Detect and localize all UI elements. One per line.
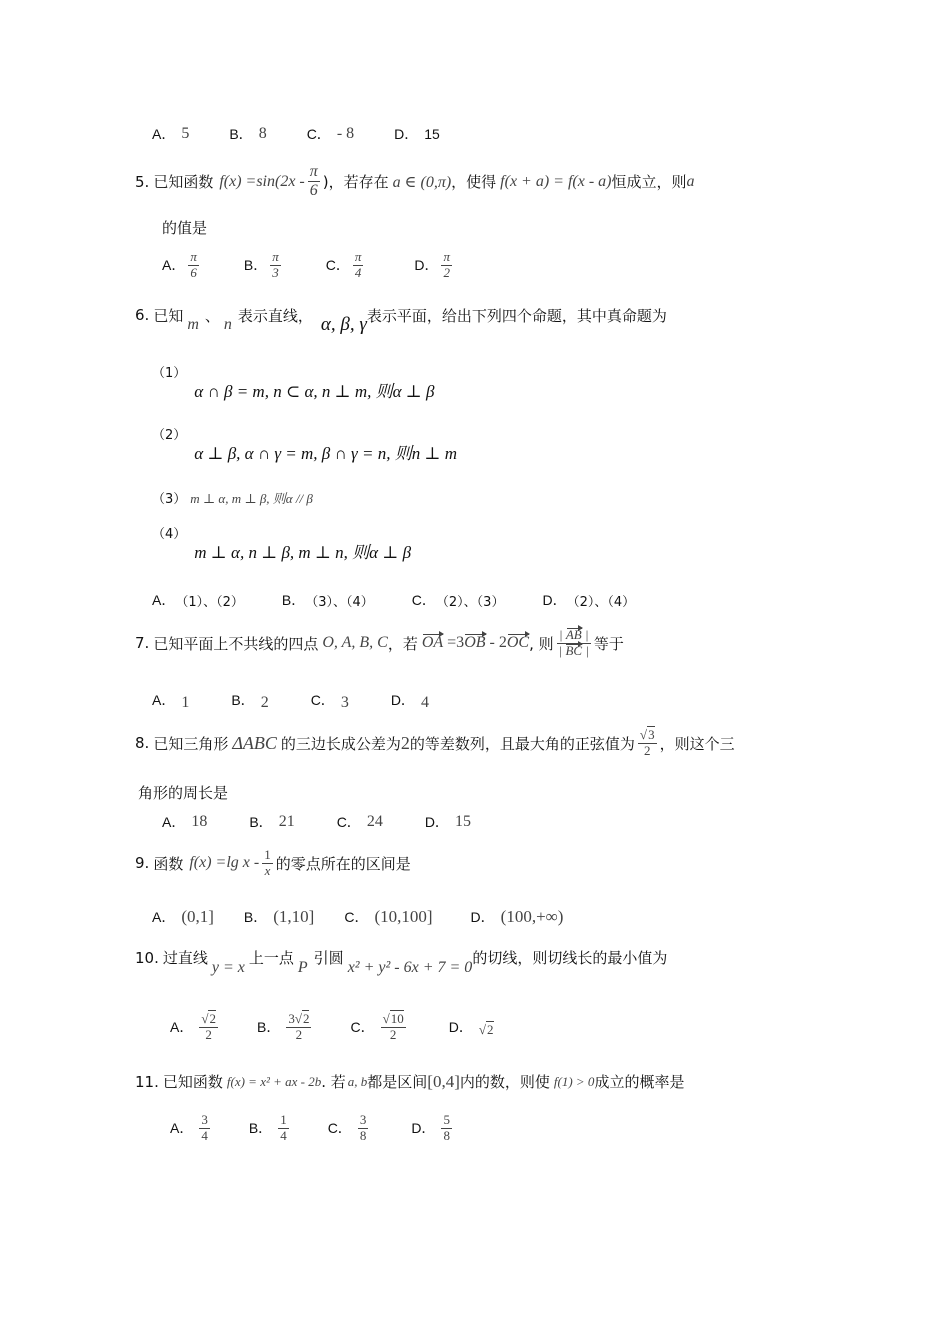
q8-options (162, 812, 471, 832)
q8-text-2: 的三边长成公差为 (280, 734, 401, 753)
q7-points: O, A, B, C (322, 634, 388, 652)
q4-option-d-value: 15 (424, 126, 440, 142)
q6-option-a[interactable]: A． （1）、（2） (152, 592, 244, 610)
q8-text-3: 的等差数列，且最大角的正弦值为 (409, 734, 635, 753)
q11-option-a[interactable]: A． $\frac{3}{4}$ (170, 1112, 208, 1143)
q7-text-4: 等于 (593, 634, 624, 653)
q8-diff: 2 (400, 732, 410, 753)
q10-option-a[interactable]: A． $\frac{√2}{2}$ (170, 1011, 216, 1042)
q7-vector-oc: OC (506, 634, 530, 652)
q10-point: P (297, 958, 308, 976)
q5-text-2: )，若存在 (322, 173, 389, 192)
q7-text-1: 已知平面上不共线的四点 (153, 634, 319, 653)
q9-option-b[interactable]: B． (1,10] (243, 907, 315, 926)
q11-text-1: 已知函数 (162, 1073, 223, 1091)
q11-text-2: . 若 (321, 1073, 346, 1091)
q7-minus: - 2 (489, 634, 507, 652)
q8-option-d[interactable]: D． 15 (424, 813, 471, 830)
q5-option-a[interactable]: A． $\frac{\pi}{6}$ (162, 249, 197, 280)
q7-number: 7. (135, 634, 150, 653)
q10-text-4: 的切线，则切线长的最小值为 (472, 949, 668, 967)
q6-text-2: 表示直线， (237, 306, 313, 325)
q5-text-3: ，使得 (451, 173, 497, 192)
q10-option-c[interactable]: C． $\frac{√10}{2}$ (350, 1011, 404, 1042)
q8-sine-value: $\frac{√3}{2}$ (639, 727, 655, 758)
q8-option-b[interactable]: B． 21 (249, 813, 295, 830)
q4-option-a-label: A． (152, 126, 176, 142)
q8-text-1: 已知三角形 (153, 734, 229, 753)
q6-item-3: （3） m ⊥ α, m ⊥ β, 则α // β (152, 491, 313, 507)
q7-option-b[interactable]: B． 2 (231, 692, 269, 711)
q7-option-c[interactable]: C． 3 (310, 692, 349, 711)
q11-stem (135, 1071, 684, 1092)
q10-line: y = x (211, 958, 245, 976)
q5-equation: f(x + a) = f(x - a) (500, 172, 612, 190)
q6-stem (135, 304, 667, 335)
q9-text-1: 函数 (153, 854, 184, 873)
q6-item-2: （2） α ⊥ β, α ∩ γ = m, β ∩ γ = n, 则n ⊥ m (152, 428, 457, 463)
q5-fraction: $\frac{\pi}{6}$ (309, 163, 318, 200)
q5-number: 5. (135, 172, 150, 191)
q6-item-1: （1） α ∩ β = m, n ⊂ α, n ⊥ m, 则α ⊥ β (152, 366, 435, 401)
q6-text-3: 表示平面，给出下列四个命题，其中真命题为 (366, 306, 667, 325)
q8-triangle: ΔABC (232, 732, 277, 753)
q4-option-b-label: B． (229, 126, 253, 142)
q11-text-5: 成立的概率是 (594, 1073, 685, 1091)
q5-function: f(x) =sin(2x - (219, 172, 305, 190)
q5-var-a: a (686, 172, 695, 190)
q8-number: 8. (135, 734, 150, 753)
q4-option-a-value: 5 (181, 125, 190, 142)
q10-stem (135, 947, 668, 976)
q8-option-c[interactable]: C． 24 (336, 813, 383, 830)
q6-item-4: （4） m ⊥ α, n ⊥ β, m ⊥ n, 则α ⊥ β (152, 527, 412, 562)
q6-option-d[interactable]: D． （2）、（4） (542, 592, 636, 610)
q5-option-d[interactable]: D． $\frac{\pi}{2}$ (414, 249, 450, 280)
q4-options (152, 124, 440, 144)
q7-stem (135, 628, 624, 659)
q10-option-b[interactable]: B． $\frac{3√2}{2}$ (256, 1011, 310, 1042)
q10-text-2: 上一点 (248, 949, 294, 967)
q4-option-b-value: 8 (258, 125, 267, 142)
q7-text-3: , 则 (529, 634, 554, 653)
q5-options (162, 250, 455, 281)
q5-condition: a ∈ (0,π) (392, 173, 452, 191)
q6-separator: 、 (204, 306, 220, 325)
q11-number: 11. (135, 1072, 159, 1091)
q9-option-a[interactable]: A． (0,1] (152, 907, 214, 926)
q6-var-m: m (187, 316, 199, 333)
q5-line-2: 的值是 (162, 219, 208, 237)
q9-fraction: $\frac{1}{x}$ (264, 847, 271, 878)
q9-function: f(x) =lg x - (189, 854, 260, 872)
q11-condition: f(1) > 0 (553, 1073, 595, 1089)
q6-greek: α, β, γ (320, 314, 367, 335)
q11-option-c[interactable]: C． $\frac{3}{8}$ (327, 1112, 367, 1143)
q9-option-d[interactable]: D． (100,+∞) (470, 907, 564, 926)
q7-option-a[interactable]: A． 1 (152, 692, 190, 711)
q9-options (152, 907, 563, 927)
q10-options (170, 1012, 494, 1043)
q11-text-3: 都是区间 (367, 1073, 428, 1091)
q10-circle: x² + y² - 6x + 7 = 0 (347, 958, 473, 976)
q7-vector-ob: OB (464, 634, 486, 652)
q7-text-2: ，若 (387, 634, 418, 653)
q9-stem (135, 848, 411, 879)
q11-interval: [0,4] (427, 1071, 460, 1091)
q5-option-b[interactable]: B． $\frac{\pi}{3}$ (243, 249, 279, 280)
q5-text-4: 恒成立，则 (611, 173, 687, 192)
q8-stem (135, 728, 735, 759)
q5-option-c[interactable]: C． $\frac{\pi}{4}$ (325, 249, 362, 280)
q6-options (152, 590, 635, 610)
q10-number: 10. (135, 948, 159, 967)
q6-option-c[interactable]: C． （2）、（3） (411, 592, 505, 610)
q6-option-b[interactable]: B． （3）、（4） (281, 592, 374, 610)
q11-vars: a, b (347, 1073, 368, 1089)
q9-option-c[interactable]: C． (10,100] (344, 907, 433, 926)
q4-option-d-label: D． (394, 126, 419, 142)
q7-options (152, 690, 429, 710)
q9-text-2: 的零点所在的区间是 (275, 854, 411, 873)
q5-stem (135, 163, 695, 201)
q7-ratio: $\frac{| AB |}{| BC |}$ (558, 627, 589, 658)
q4-option-c-value: - 8 (336, 125, 355, 142)
q8-line-2: 角形的周长是 (138, 784, 229, 802)
q7-eq: =3 (447, 634, 465, 652)
q10-text-3: 引圆 (313, 949, 344, 967)
q10-text-1: 过直线 (162, 949, 208, 967)
q9-number: 9. (135, 854, 150, 873)
q11-option-b[interactable]: B． $\frac{1}{4}$ (248, 1112, 287, 1143)
q7-vector-oa: OA (421, 634, 444, 652)
q5-text-1: 已知函数 (153, 173, 214, 192)
q8-text-4: ，则这个三 (659, 734, 735, 753)
q4-option-c-label: C． (306, 126, 331, 142)
q11-function: f(x) = x² + ax - 2b (226, 1073, 322, 1089)
q11-text-4: 内的数，则使 (459, 1073, 550, 1091)
q11-options (170, 1113, 455, 1144)
q6-var-n: n (223, 316, 232, 333)
q10-option-d[interactable]: D． √2 (448, 1019, 494, 1038)
q7-option-d[interactable]: D． 4 (390, 692, 429, 711)
q6-text-1: 已知 (153, 306, 184, 325)
q11-option-d[interactable]: D． $\frac{5}{8}$ (411, 1112, 450, 1143)
q6-number: 6. (135, 306, 150, 324)
q8-option-a[interactable]: A． 18 (162, 813, 208, 830)
